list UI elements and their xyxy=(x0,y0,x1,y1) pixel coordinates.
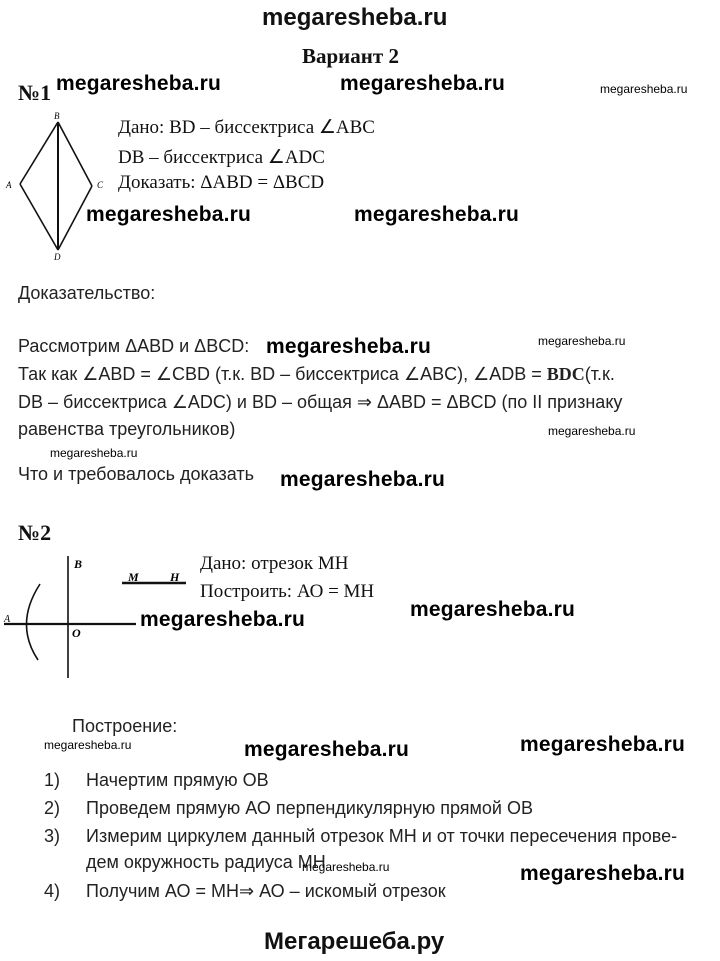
watermark: megaresheba.ru xyxy=(354,203,520,226)
task1-given-1: Дано: BD – биссектриса ∠ABC xyxy=(118,117,375,138)
watermark: megaresheba.ru xyxy=(538,334,626,348)
label-b: B xyxy=(54,111,60,121)
step-2 xyxy=(44,798,533,819)
proof-line-3: DB – биссектриса ∠ADC) и BD – общая ⇒ ΔABD = ΔBCD (по II признаку xyxy=(18,392,623,412)
task1-number: №1 xyxy=(18,80,52,105)
proof-line-2-text: Так как ∠ABD = ∠CBD (т.к. BD – биссектриса ∠ABC), ∠ADB = xyxy=(18,364,547,384)
step-text: дем окружность радиуса МН xyxy=(86,852,326,872)
proof-line-2-end: (т.к. xyxy=(584,364,615,384)
proof-line-5: Что и требовалось доказать xyxy=(18,464,255,484)
watermark: megaresheba.ru xyxy=(56,72,222,95)
watermark: megaresheba.ru xyxy=(302,860,390,874)
step-4 xyxy=(44,881,446,902)
label-d: D xyxy=(54,252,61,262)
task2-number: №2 xyxy=(18,520,52,545)
step-number: 2) xyxy=(44,798,61,818)
watermark: megaresheba.ru xyxy=(548,424,636,438)
label-h: H xyxy=(170,570,180,584)
watermark: megaresheba.ru xyxy=(50,446,138,460)
site-footer: Мегарешеба.ру xyxy=(264,928,445,955)
proof-line-1: Рассмотрим ΔABD и ΔBCD: xyxy=(18,336,250,356)
proof-line-4: равенства треугольников) xyxy=(18,419,236,439)
watermark: megaresheba.ru xyxy=(280,468,446,491)
watermark: megaresheba.ru xyxy=(266,335,432,358)
site-header: megaresheba.ru xyxy=(262,4,448,31)
watermark: megaresheba.ru xyxy=(520,862,686,885)
side-bc xyxy=(58,122,92,186)
step-text: Получим АО = МН⇒ АО – искомый отрезок xyxy=(86,881,446,901)
label-c: C xyxy=(97,180,104,190)
step-text: Начертим прямую ОВ xyxy=(86,770,269,790)
watermark: megaresheba.ru xyxy=(410,598,576,621)
watermark: megaresheba.ru xyxy=(86,203,252,226)
side-ba xyxy=(20,122,58,184)
step-number: 1) xyxy=(44,770,61,790)
task1-prove: Доказать: ΔABD = ΔBCD xyxy=(118,172,325,193)
rhombus-figure xyxy=(0,108,120,268)
step-1 xyxy=(44,770,269,791)
step-number: 3) xyxy=(44,826,61,846)
step-number: 4) xyxy=(44,881,61,901)
label-a2: A xyxy=(4,614,11,625)
compass-arc xyxy=(26,584,40,660)
task1-given-2: DB – биссектриса ∠ADC xyxy=(118,147,325,168)
task2-construct: Построить: АО = МН xyxy=(200,581,375,602)
step-3-cont xyxy=(44,852,326,873)
task2-given: Дано: отрезок МН xyxy=(200,553,349,574)
step-text: Проведем прямую АО перпендикулярную прямой ОВ xyxy=(86,798,533,818)
watermark: megaresheba.ru xyxy=(44,738,132,752)
proof-bold-angle: BDC xyxy=(546,364,585,384)
watermark: megaresheba.ru xyxy=(244,738,410,761)
watermark: megaresheba.ru xyxy=(520,733,686,756)
proof-line-2 xyxy=(18,364,615,385)
construction-title: Построение: xyxy=(72,716,178,736)
label-o: O xyxy=(72,626,81,640)
watermark: megaresheba.ru xyxy=(140,608,306,631)
step-text: Измерим циркулем данный отрезок МН и от точки пересечения прове- xyxy=(86,826,678,846)
side-ad xyxy=(20,184,58,250)
watermark: megaresheba.ru xyxy=(340,72,506,95)
proof-title: Доказательство: xyxy=(18,283,156,303)
label-a: A xyxy=(6,180,12,190)
label-b2: B xyxy=(74,557,83,571)
label-m: M xyxy=(128,570,139,584)
watermark: megaresheba.ru xyxy=(600,82,688,96)
step-3 xyxy=(44,826,677,847)
variant-title: Вариант 2 xyxy=(302,44,399,68)
